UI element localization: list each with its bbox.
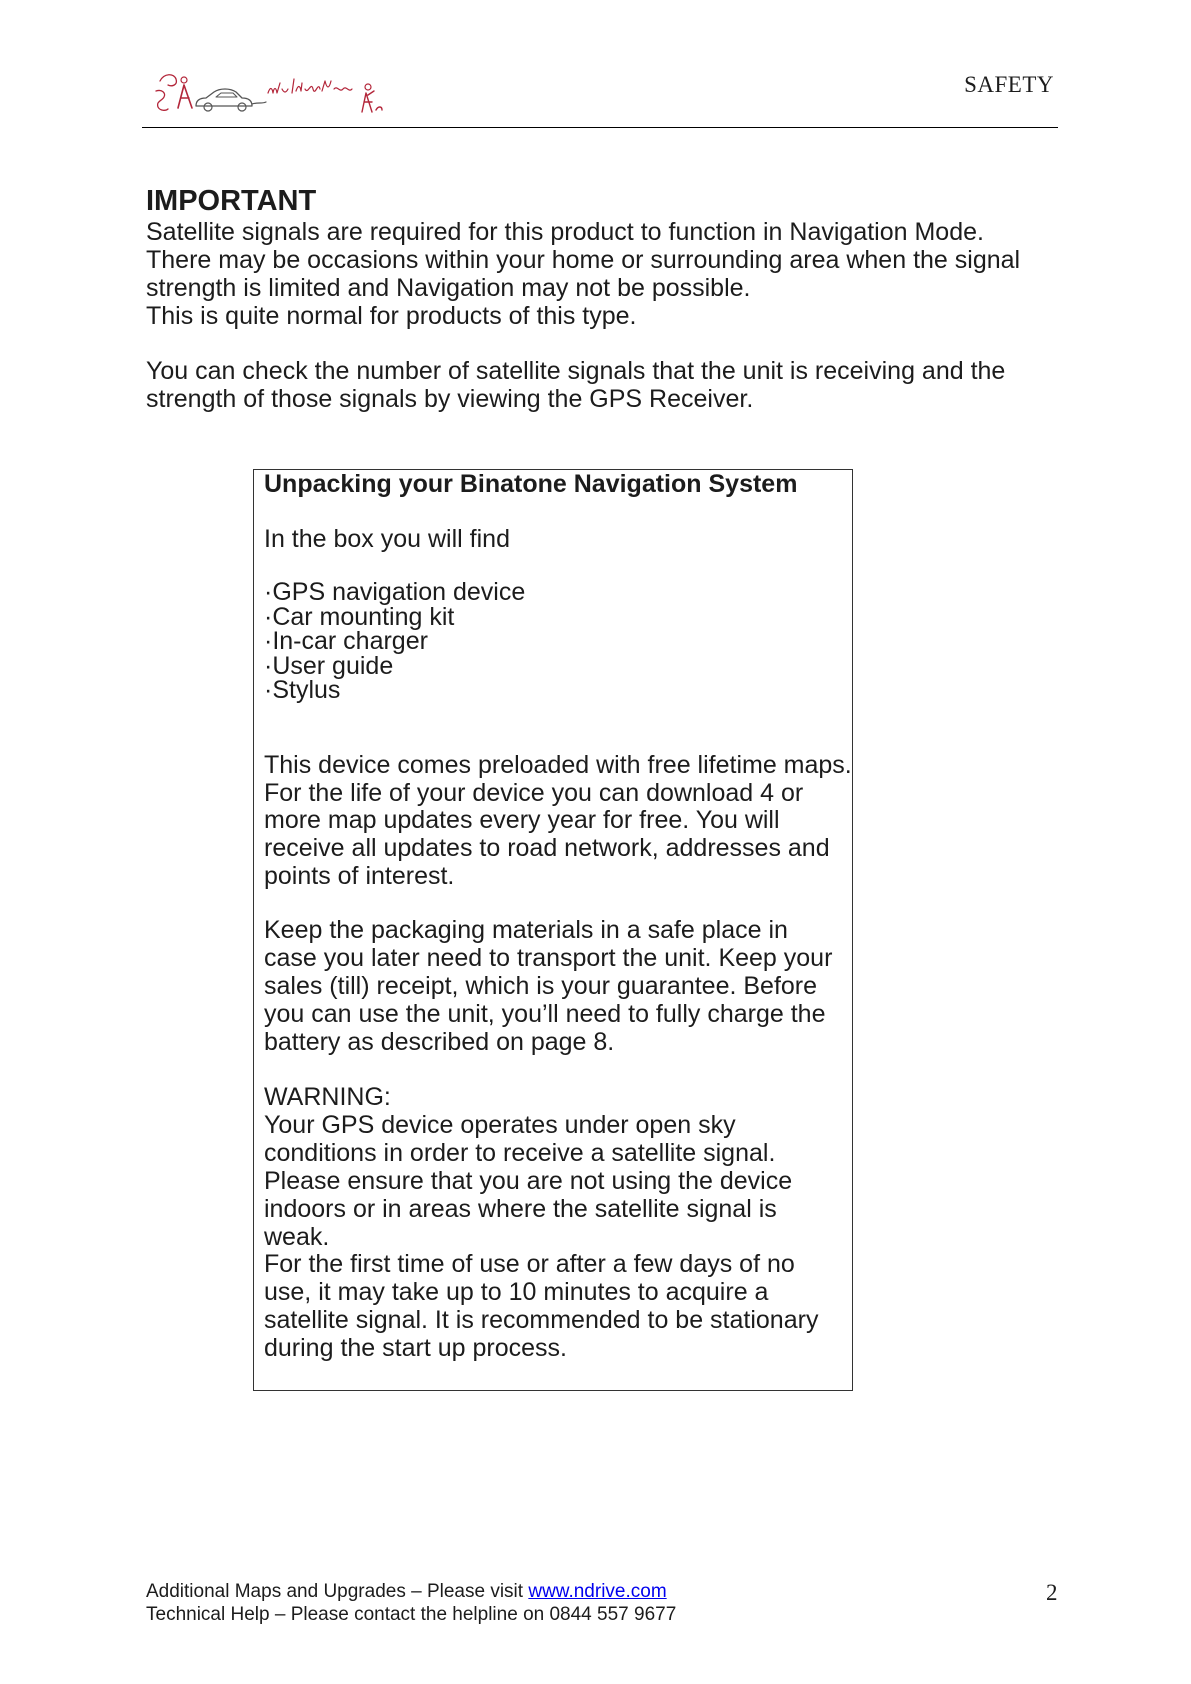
- header-rule: [142, 127, 1058, 128]
- text-line: This is quite normal for products of this type.: [146, 302, 637, 330]
- footer-maps-line: [146, 1580, 676, 1603]
- text-line: strength is limited and Navigation may not be possible.: [146, 274, 751, 302]
- text-line: battery as described on page 8.: [264, 1027, 615, 1056]
- text-line: satellite signal. It is recommended to be stationary: [264, 1306, 819, 1335]
- list-item: ·User guide: [264, 651, 394, 680]
- text-line: For the first time of use or after a few days of no: [264, 1250, 795, 1279]
- text-line: Please ensure that you are not using the device: [264, 1166, 793, 1195]
- list-item: ·In-car charger: [264, 627, 428, 655]
- text-line: use, it may take up to 10 minutes to acquire a: [264, 1278, 769, 1307]
- text-line: conditions in order to receive a satellite signal.: [264, 1138, 776, 1167]
- box-title: Unpacking your Binatone Navigation System: [264, 470, 798, 498]
- text-line: strength of those signals by viewing the GPS Receiver.: [146, 385, 754, 413]
- important-heading: IMPORTANT: [146, 185, 317, 217]
- text-line: Keep the packaging materials in a safe place in: [264, 916, 788, 944]
- gps-receiver-paragraph: [146, 357, 1005, 413]
- box-intro: In the box you will find: [264, 525, 510, 553]
- important-paragraph: [146, 218, 1020, 330]
- text-line: during the start up process.: [264, 1334, 567, 1363]
- text-line: Your GPS device operates under open sky: [264, 1110, 736, 1139]
- text-line: This device comes preloaded with free lifetime maps.: [264, 751, 852, 779]
- logo: [150, 66, 396, 118]
- footer-maps-text: Additional Maps and Upgrades – Please visit: [146, 1581, 529, 1602]
- warning-label: WARNING:: [264, 1083, 391, 1111]
- list-item: ·Car mounting kit: [264, 602, 455, 631]
- text-line: case you later need to transport the unit. Keep your: [264, 943, 833, 972]
- text-line: Satellite signals are required for this product to function in Navigation Mode.: [146, 218, 984, 246]
- text-line: For the life of your device you can download 4 or: [264, 778, 804, 807]
- text-line: You can check the number of satellite signals that the unit is receiving and the: [146, 357, 1006, 385]
- box-contents-list: [264, 580, 525, 703]
- text-line: receive all updates to road network, addresses and: [264, 834, 830, 863]
- text-line: sales (till) receipt, which is your guarantee. Before: [264, 971, 818, 1000]
- text-line: more map updates every year for free. You will: [264, 806, 780, 835]
- list-item: ·Stylus: [264, 676, 341, 704]
- list-item: ·GPS navigation device: [264, 578, 526, 606]
- footer-help-line: Technical Help – Please contact the helpline on 0844 557 9677: [146, 1604, 677, 1625]
- section-title: SAFETY: [964, 72, 1054, 97]
- text-line: There may be occasions within your home or surrounding area when the signal: [146, 246, 1021, 274]
- text-line: indoors or in areas where the satellite signal is: [264, 1194, 777, 1223]
- text-line: weak.: [264, 1222, 330, 1251]
- text-line: points of interest.: [264, 861, 455, 890]
- travel-sketch-logo-icon: [150, 66, 396, 118]
- warning-block: [264, 1084, 818, 1363]
- unpacking-box: [253, 469, 853, 1391]
- ndrive-link[interactable]: www.ndrive.com: [528, 1581, 667, 1602]
- text-line: you can use the unit, you’ll need to fully charge the: [264, 999, 826, 1028]
- maps-paragraph: [264, 752, 852, 891]
- footer: [146, 1580, 676, 1626]
- packaging-paragraph: [264, 917, 832, 1057]
- page-number: 2: [1046, 1580, 1058, 1605]
